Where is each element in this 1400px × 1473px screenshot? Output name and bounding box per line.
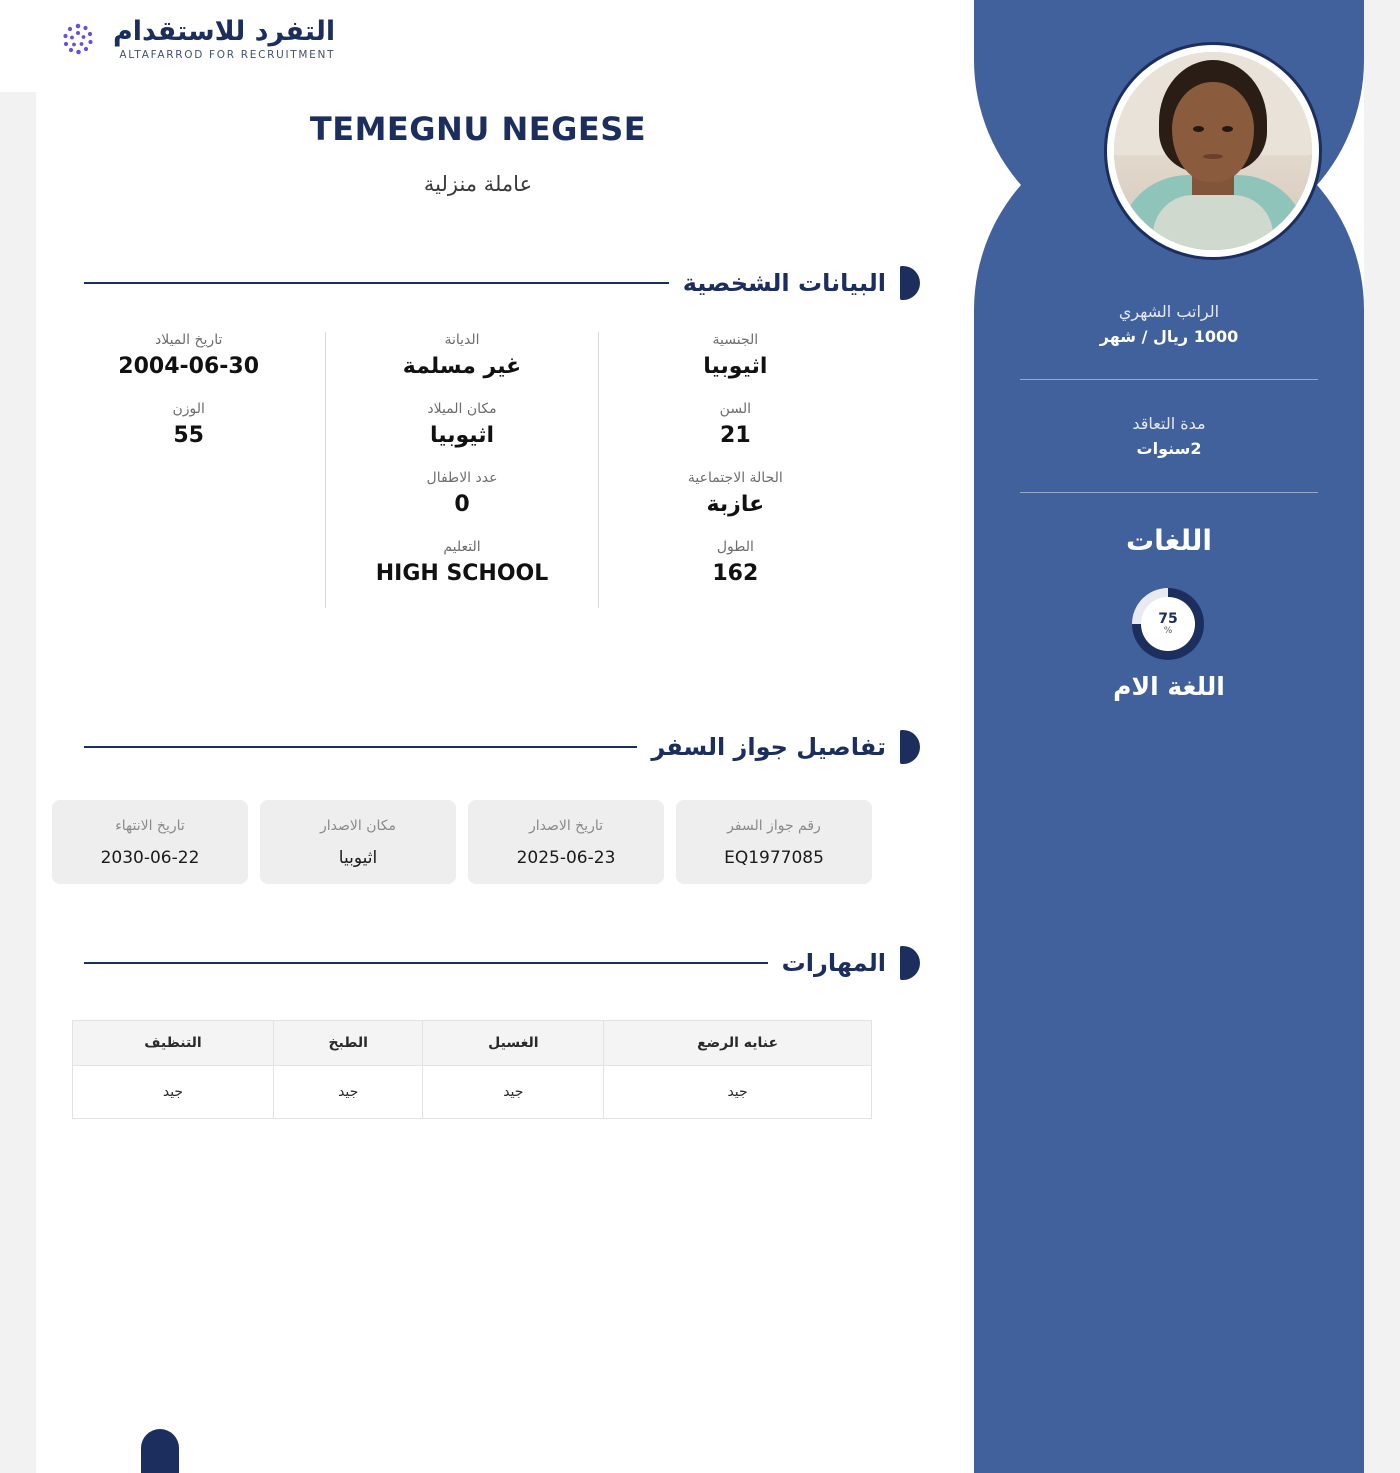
languages-title: اللغات (1126, 524, 1212, 557)
skill-header: عنايه الرضع (604, 1021, 872, 1066)
personal-value: اثيوبيا (429, 423, 495, 448)
passport-card (52, 800, 248, 884)
language-name: اللغة الام (1113, 672, 1225, 701)
personal-cell (52, 401, 325, 470)
section-rule (84, 282, 669, 284)
personal-cell (599, 539, 872, 608)
skill-value: جيد (604, 1066, 872, 1119)
donut-ring (1132, 588, 1204, 660)
language-progress-donut (1132, 588, 1204, 660)
avatar (1104, 42, 1322, 260)
passport-value: 2025-06-23 (516, 848, 616, 868)
passport-label: تاريخ الاصدار (528, 818, 604, 834)
brand-logo (55, 16, 335, 62)
section-rule (84, 962, 768, 964)
personal-cell (599, 470, 872, 539)
section-rule (84, 746, 637, 748)
brand-name-ar: التفرد للاستقدام (113, 15, 336, 47)
personal-value: 21 (720, 423, 751, 448)
salary-value: 1000 ريال / شهر (1099, 327, 1239, 346)
personal-value: اثيوبيا (703, 354, 768, 379)
personal-cell (325, 539, 598, 608)
section-title-personal: البيانات الشخصية (682, 269, 886, 297)
photo-eye-right (1222, 126, 1233, 132)
personal-cell (599, 401, 872, 470)
personal-cell-empty (52, 539, 325, 608)
section-bullet-icon (900, 730, 920, 764)
skill-value: جيد (273, 1066, 423, 1119)
personal-label: مكان الميلاد (427, 401, 497, 417)
passport-label: تاريخ الانتهاء (115, 818, 185, 834)
avatar-photo (1114, 52, 1312, 250)
contract-block (974, 414, 1364, 458)
personal-label: الوزن (172, 401, 205, 417)
personal-value: عازبة (706, 492, 765, 517)
salary-block (974, 302, 1364, 346)
personal-value: 2004-06-30 (118, 354, 260, 379)
skill-header: الطبخ (273, 1021, 423, 1066)
section-header-passport (84, 730, 920, 764)
personal-data-grid (52, 332, 872, 608)
skills-table (72, 1020, 872, 1119)
personal-label: الحالة الاجتماعية (687, 470, 783, 486)
personal-cell (325, 401, 598, 470)
personal-label: عدد الاطفال (426, 470, 498, 486)
personal-value: 0 (454, 492, 470, 517)
section-title-skills: المهارات (781, 949, 886, 977)
main-content (36, 0, 920, 1473)
personal-label: التعليم (443, 539, 481, 555)
contract-value: 2سنوات (1136, 439, 1202, 458)
personal-value: 55 (173, 423, 204, 448)
candidate-job-title: عاملة منزلية (423, 172, 533, 196)
skill-value: جيد (423, 1066, 604, 1119)
passport-cards (52, 800, 872, 884)
dotted-circle-logo-icon (55, 16, 101, 62)
salary-label: الراتب الشهري (1118, 302, 1220, 321)
table-header-row (73, 1021, 872, 1066)
passport-label: رقم جواز السفر (727, 818, 821, 834)
personal-cell (325, 470, 598, 539)
section-bullet-icon (900, 946, 920, 980)
photo-shirt (1153, 195, 1273, 250)
passport-value: 2030-06-22 (100, 848, 200, 868)
section-bullet-icon (900, 266, 920, 300)
photo-mouth (1203, 154, 1223, 159)
side-divider-1 (1020, 379, 1318, 380)
personal-value: 162 (712, 561, 759, 586)
skill-header: التنظيف (73, 1021, 274, 1066)
personal-label: الجنسية (712, 332, 759, 348)
language-percent-value: 75 (1158, 611, 1178, 627)
contract-label: مدة التعاقد (1132, 414, 1206, 433)
table-row (73, 1066, 872, 1119)
candidate-name: TEMEGNU NEGESE (309, 110, 647, 148)
passport-label: مكان الاصدار (320, 818, 396, 834)
personal-cell-empty (52, 470, 325, 539)
passport-card (260, 800, 456, 884)
personal-cell (599, 332, 872, 401)
personal-cell (52, 332, 325, 401)
passport-card (676, 800, 872, 884)
personal-label: السن (719, 401, 751, 417)
passport-value: اثيوبيا (338, 848, 378, 868)
language-percent-symbol: % (1163, 626, 1173, 636)
personal-label: الديانة (444, 332, 480, 348)
side-divider-2 (1020, 492, 1318, 493)
brand-name-en: ALTAFARROD FOR RECRUITMENT (119, 49, 336, 62)
skill-value: جيد (73, 1066, 274, 1119)
photo-eye-left (1193, 126, 1204, 132)
donut-center (1141, 597, 1195, 651)
personal-value: HIGH SCHOOL (375, 561, 549, 586)
footer-mark-shape (141, 1429, 179, 1473)
section-header-personal (84, 266, 920, 300)
personal-label: تاريخ الميلاد (154, 332, 223, 348)
section-title-passport: تفاصيل جواز السفر (651, 733, 886, 761)
personal-value: غير مسلمة (402, 354, 522, 379)
section-header-skills (84, 946, 920, 980)
photo-face (1172, 82, 1254, 182)
personal-label: الطول (716, 539, 754, 555)
passport-card (468, 800, 664, 884)
passport-value: EQ1977085 (724, 848, 824, 868)
skill-header: الغسيل (423, 1021, 604, 1066)
personal-cell (325, 332, 598, 401)
